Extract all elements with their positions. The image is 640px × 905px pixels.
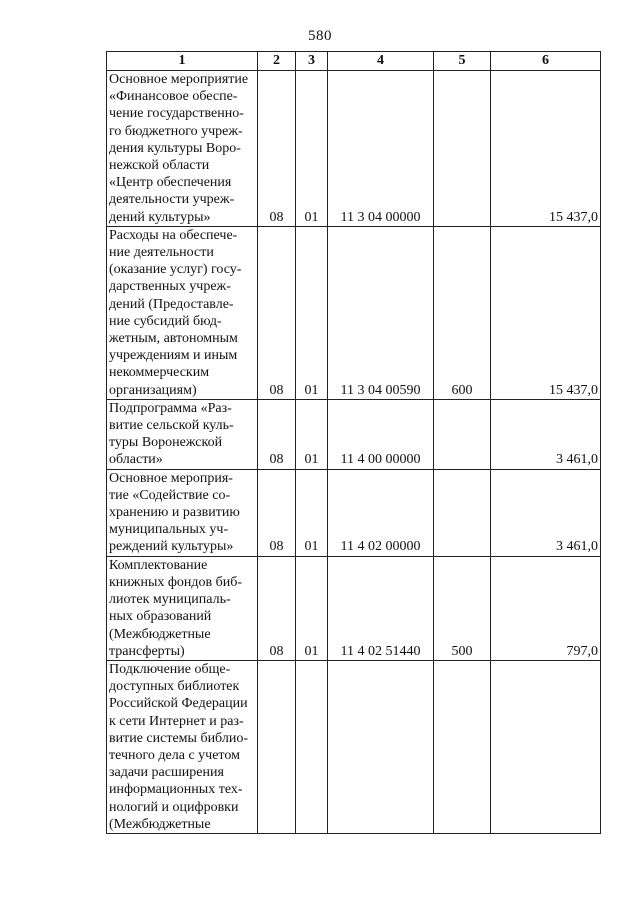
row-name-line: к сети Интернет и раз- — [109, 713, 244, 729]
table-row — [107, 226, 601, 399]
row-name-line: чение государственно- — [109, 106, 244, 122]
row-name-line: дений (Предоставле- — [109, 296, 234, 312]
subsection-code-cell — [296, 660, 328, 833]
row-name-line: некоммерческим — [109, 365, 210, 381]
subsection-code-cell: 01 — [296, 556, 328, 660]
row-name-line: витие системы библио- — [109, 730, 248, 746]
row-name-cell — [107, 469, 258, 556]
expense-type-cell — [434, 469, 491, 556]
row-name-line: нежской области — [109, 158, 210, 174]
expense-type-cell — [434, 660, 491, 833]
expense-type-cell — [434, 71, 491, 227]
row-name-line: хранению и развитию — [109, 505, 240, 521]
row-name-line: Подпрограмма «Раз- — [109, 400, 232, 416]
row-name-line: информационных тех- — [109, 782, 243, 798]
subsection-code-cell: 01 — [296, 469, 328, 556]
amount-cell: 3 461,0 — [491, 399, 601, 469]
section-code-cell: 08 — [258, 226, 296, 399]
row-name-line: Основное мероприя- — [109, 470, 233, 486]
row-name-line: Основное мероприятие — [109, 72, 249, 87]
table-row — [107, 71, 601, 227]
row-name-line: книжных фондов биб- — [109, 574, 243, 590]
row-name-cell — [107, 71, 258, 227]
row-name-line: организациям) — [109, 382, 197, 398]
target-article-cell — [328, 660, 434, 833]
row-name-line: лиотек муниципаль- — [109, 592, 231, 608]
row-name-line: витие сельской куль- — [109, 418, 234, 434]
target-article-cell: 11 4 00 00000 — [328, 399, 434, 469]
page-number: 580 — [308, 28, 332, 44]
column-header-target-article: 4 — [328, 52, 434, 71]
section-code-cell: 08 — [258, 399, 296, 469]
target-article-cell: 11 3 04 00000 — [328, 71, 434, 227]
table-header-row — [107, 52, 601, 71]
row-name-line: течного дела с учетом — [109, 747, 240, 763]
table-row — [107, 556, 601, 660]
row-name-line: доступных библиотек — [109, 679, 240, 695]
row-name-line: трансферты) — [109, 643, 185, 659]
row-name-cell — [107, 226, 258, 399]
amount-cell — [491, 660, 601, 833]
row-name-line: туры Воронежской — [109, 435, 223, 451]
row-name-line: дарственных учреж- — [109, 279, 231, 295]
section-code-cell: 08 — [258, 469, 296, 556]
row-name-cell — [107, 660, 258, 833]
subsection-code-cell: 01 — [296, 399, 328, 469]
amount-cell: 15 437,0 — [491, 71, 601, 227]
row-name-line: реждений культуры» — [109, 539, 234, 555]
amount-cell: 15 437,0 — [491, 226, 601, 399]
row-name-line: дения культуры Воро- — [109, 140, 241, 156]
row-name-line: дений культуры» — [109, 209, 211, 225]
row-name-line: «Финансовое обеспе- — [109, 89, 238, 105]
column-header-section: 2 — [258, 52, 296, 71]
table-row — [107, 469, 601, 556]
subsection-code-cell: 01 — [296, 71, 328, 227]
row-name-line: ние деятельности — [109, 245, 214, 261]
column-header-name: 1 — [107, 52, 258, 71]
row-name-line: «Центр обеспечения — [109, 175, 232, 191]
section-code-cell: 08 — [258, 71, 296, 227]
row-name-line: (Межбюджетные — [109, 626, 211, 642]
row-name-line: деятельности учреж- — [109, 192, 235, 208]
budget-table — [106, 51, 601, 834]
target-article-cell: 11 4 02 00000 — [328, 469, 434, 556]
expense-type-cell — [434, 399, 491, 469]
target-article-cell: 11 3 04 00590 — [328, 226, 434, 399]
column-header-subsection: 3 — [296, 52, 328, 71]
row-name-line: ных образований — [109, 609, 212, 625]
table-body — [107, 71, 601, 834]
row-name-line: муниципальных уч- — [109, 522, 229, 538]
row-name-cell — [107, 556, 258, 660]
row-name-line: Комплектование — [109, 557, 208, 573]
row-name-line: ние субсидий бюд- — [109, 313, 222, 329]
amount-cell: 3 461,0 — [491, 469, 601, 556]
section-code-cell: 08 — [258, 556, 296, 660]
amount-cell: 797,0 — [491, 556, 601, 660]
table-row — [107, 399, 601, 469]
table-row — [107, 660, 601, 833]
column-header-expense-type: 5 — [434, 52, 491, 71]
subsection-code-cell: 01 — [296, 226, 328, 399]
row-name-line: тие «Содействие со- — [109, 487, 231, 503]
row-name-line: (Межбюджетные — [109, 816, 211, 832]
row-name-line: задачи расширения — [109, 765, 224, 781]
expense-type-cell: 600 — [434, 226, 491, 399]
target-article-cell: 11 4 02 51440 — [328, 556, 434, 660]
column-header-amount: 6 — [491, 52, 601, 71]
row-name-line: нологий и оцифровки — [109, 799, 239, 815]
row-name-line: Российской Федерации — [109, 696, 248, 712]
row-name-line: го бюджетного учреж- — [109, 123, 243, 139]
row-name-cell — [107, 399, 258, 469]
row-name-line: области» — [109, 452, 163, 468]
row-name-line: Расходы на обеспече- — [109, 227, 238, 243]
expense-type-cell: 500 — [434, 556, 491, 660]
row-name-line: жетным, автономным — [109, 331, 238, 347]
row-name-line: учреждениям и иным — [109, 348, 238, 364]
row-name-line: (оказание услуг) госу- — [109, 262, 242, 278]
section-code-cell — [258, 660, 296, 833]
row-name-line: Подключение обще- — [109, 661, 231, 677]
